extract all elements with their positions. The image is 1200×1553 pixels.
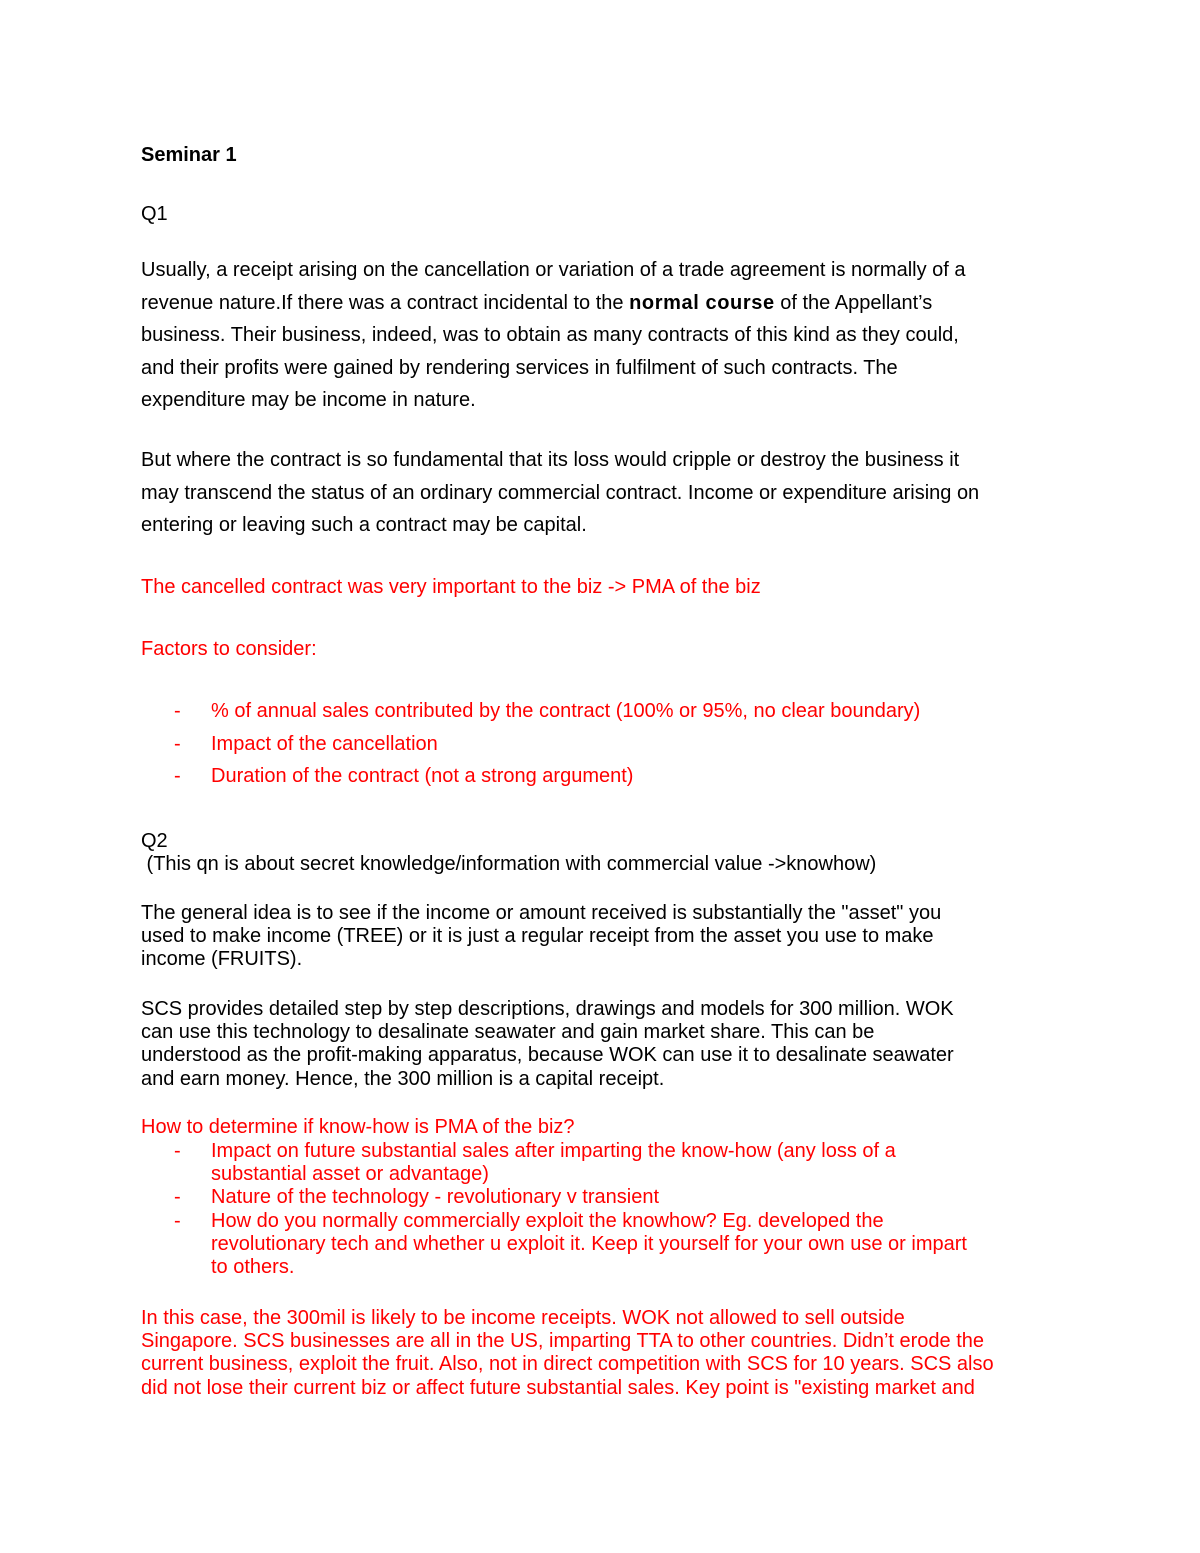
q1-paragraph-2 (141, 444, 979, 542)
list-item-text: to others. (211, 1256, 295, 1279)
list-item-text: How do you normally commercially exploit the knowhow? Eg. developed the (211, 1209, 884, 1232)
q1-p2-line: entering or leaving such a contract may be capital. (141, 514, 587, 536)
bullet-dash: - (174, 1209, 181, 1232)
conclusion-line: current business, exploit the fruit. Also, not in direct competition with SCS for 10 years. SCS also (141, 1353, 994, 1376)
q2-p1-line: income (FRUITS). (141, 948, 303, 971)
q1-p1-text: revenue nature.If there was a contract incidental to the (141, 291, 630, 314)
normal-course-emphasis: normal course (629, 291, 775, 314)
factors-heading: Factors to consider: (141, 638, 317, 660)
document-title: Seminar 1 (141, 144, 237, 166)
bullet-dash: - (174, 765, 181, 787)
conclusion-line: Singapore. SCS businesses are all in the US, imparting TTA to other countries. Didn’t erode the (141, 1330, 985, 1353)
q2-paragraph-2 (141, 998, 954, 1091)
q1-note: The cancelled contract was very important to the biz -> PMA of the biz (141, 576, 761, 598)
list-item (141, 1186, 967, 1209)
list-item (141, 1210, 967, 1280)
bullet-dash: - (174, 732, 181, 755)
list-item (141, 728, 920, 761)
pma-list (141, 1140, 967, 1279)
q2-p1-line: used to make income (TREE) or it is just a regular receipt from the asset you use to make (141, 925, 934, 948)
q1-p1-line (141, 287, 966, 320)
list-item-text: % of annual sales contributed by the contract (100% or 95%, no clear boundary) (211, 700, 921, 722)
bullet-dash: - (174, 1140, 181, 1162)
list-item-text: Duration of the contract (not a strong argument) (211, 765, 634, 787)
q1-label: Q1 (141, 203, 168, 225)
q2-p1-line: The general idea is to see if the income or amount received is substantially the "asset" you (141, 902, 942, 924)
list-item (141, 760, 920, 793)
q2-p2-line: SCS provides detailed step by step descriptions, drawings and models for 300 million. WOK (141, 998, 954, 1020)
list-item-text: Impact of the cancellation (211, 732, 438, 755)
q2-conclusion (141, 1307, 994, 1400)
q2-paragraph-1 (141, 902, 941, 972)
list-item-text: substantial asset or advantage) (211, 1163, 489, 1186)
q1-p1-line: business. Their business, indeed, was to obtain as many contracts of this kind as they could, (141, 324, 959, 346)
q1-paragraph-1 (141, 254, 966, 417)
q2-p2-line: and earn money. Hence, the 300 million is a capital receipt. (141, 1067, 665, 1090)
bullet-dash: - (174, 1186, 181, 1209)
conclusion-line: did not lose their current biz or affect future substantial sales. Key point is "existing market and (141, 1376, 975, 1399)
pma-heading: How to determine if know-how is PMA of the biz? (141, 1116, 575, 1138)
list-item (141, 695, 920, 728)
q2-intro: (This qn is about secret knowledge/information with commercial value ->knowhow) (141, 853, 877, 876)
list-item-text: Nature of the technology - revolutionary v transient (211, 1186, 660, 1209)
conclusion-line: In this case, the 300mil is likely to be income receipts. WOK not allowed to sell outside (141, 1307, 905, 1329)
q1-p1-text: of the Appellant’s (774, 291, 933, 314)
q2-p2-line: can use this technology to desalinate seawater and gain market share. This can be (141, 1021, 875, 1044)
q2-p2-line: understood as the profit-making apparatus, because WOK can use it to desalinate seawater (141, 1044, 954, 1067)
q1-p1-line: Usually, a receipt arising on the cancellation or variation of a trade agreement is normally of a (141, 259, 966, 281)
list-item-text: Impact on future substantial sales after imparting the know-how (any loss of a (211, 1140, 896, 1162)
q1-p2-line: may transcend the status of an ordinary commercial contract. Income or expenditure arising on (141, 481, 980, 504)
q1-p1-line: and their profits were gained by rendering services in fulfilment of such contracts. The (141, 356, 898, 379)
factors-list (141, 695, 920, 793)
q2-header (141, 830, 876, 876)
bullet-dash: - (174, 700, 181, 722)
list-item-text: revolutionary tech and whether u exploit it. Keep it yourself for your own use or impart (211, 1232, 967, 1255)
q1-p1-line: expenditure may be income in nature. (141, 389, 476, 411)
q2-label: Q2 (141, 830, 168, 852)
list-item (141, 1140, 967, 1186)
q1-p2-line: But where the contract is so fundamental that its loss would cripple or destroy the business it (141, 449, 960, 471)
